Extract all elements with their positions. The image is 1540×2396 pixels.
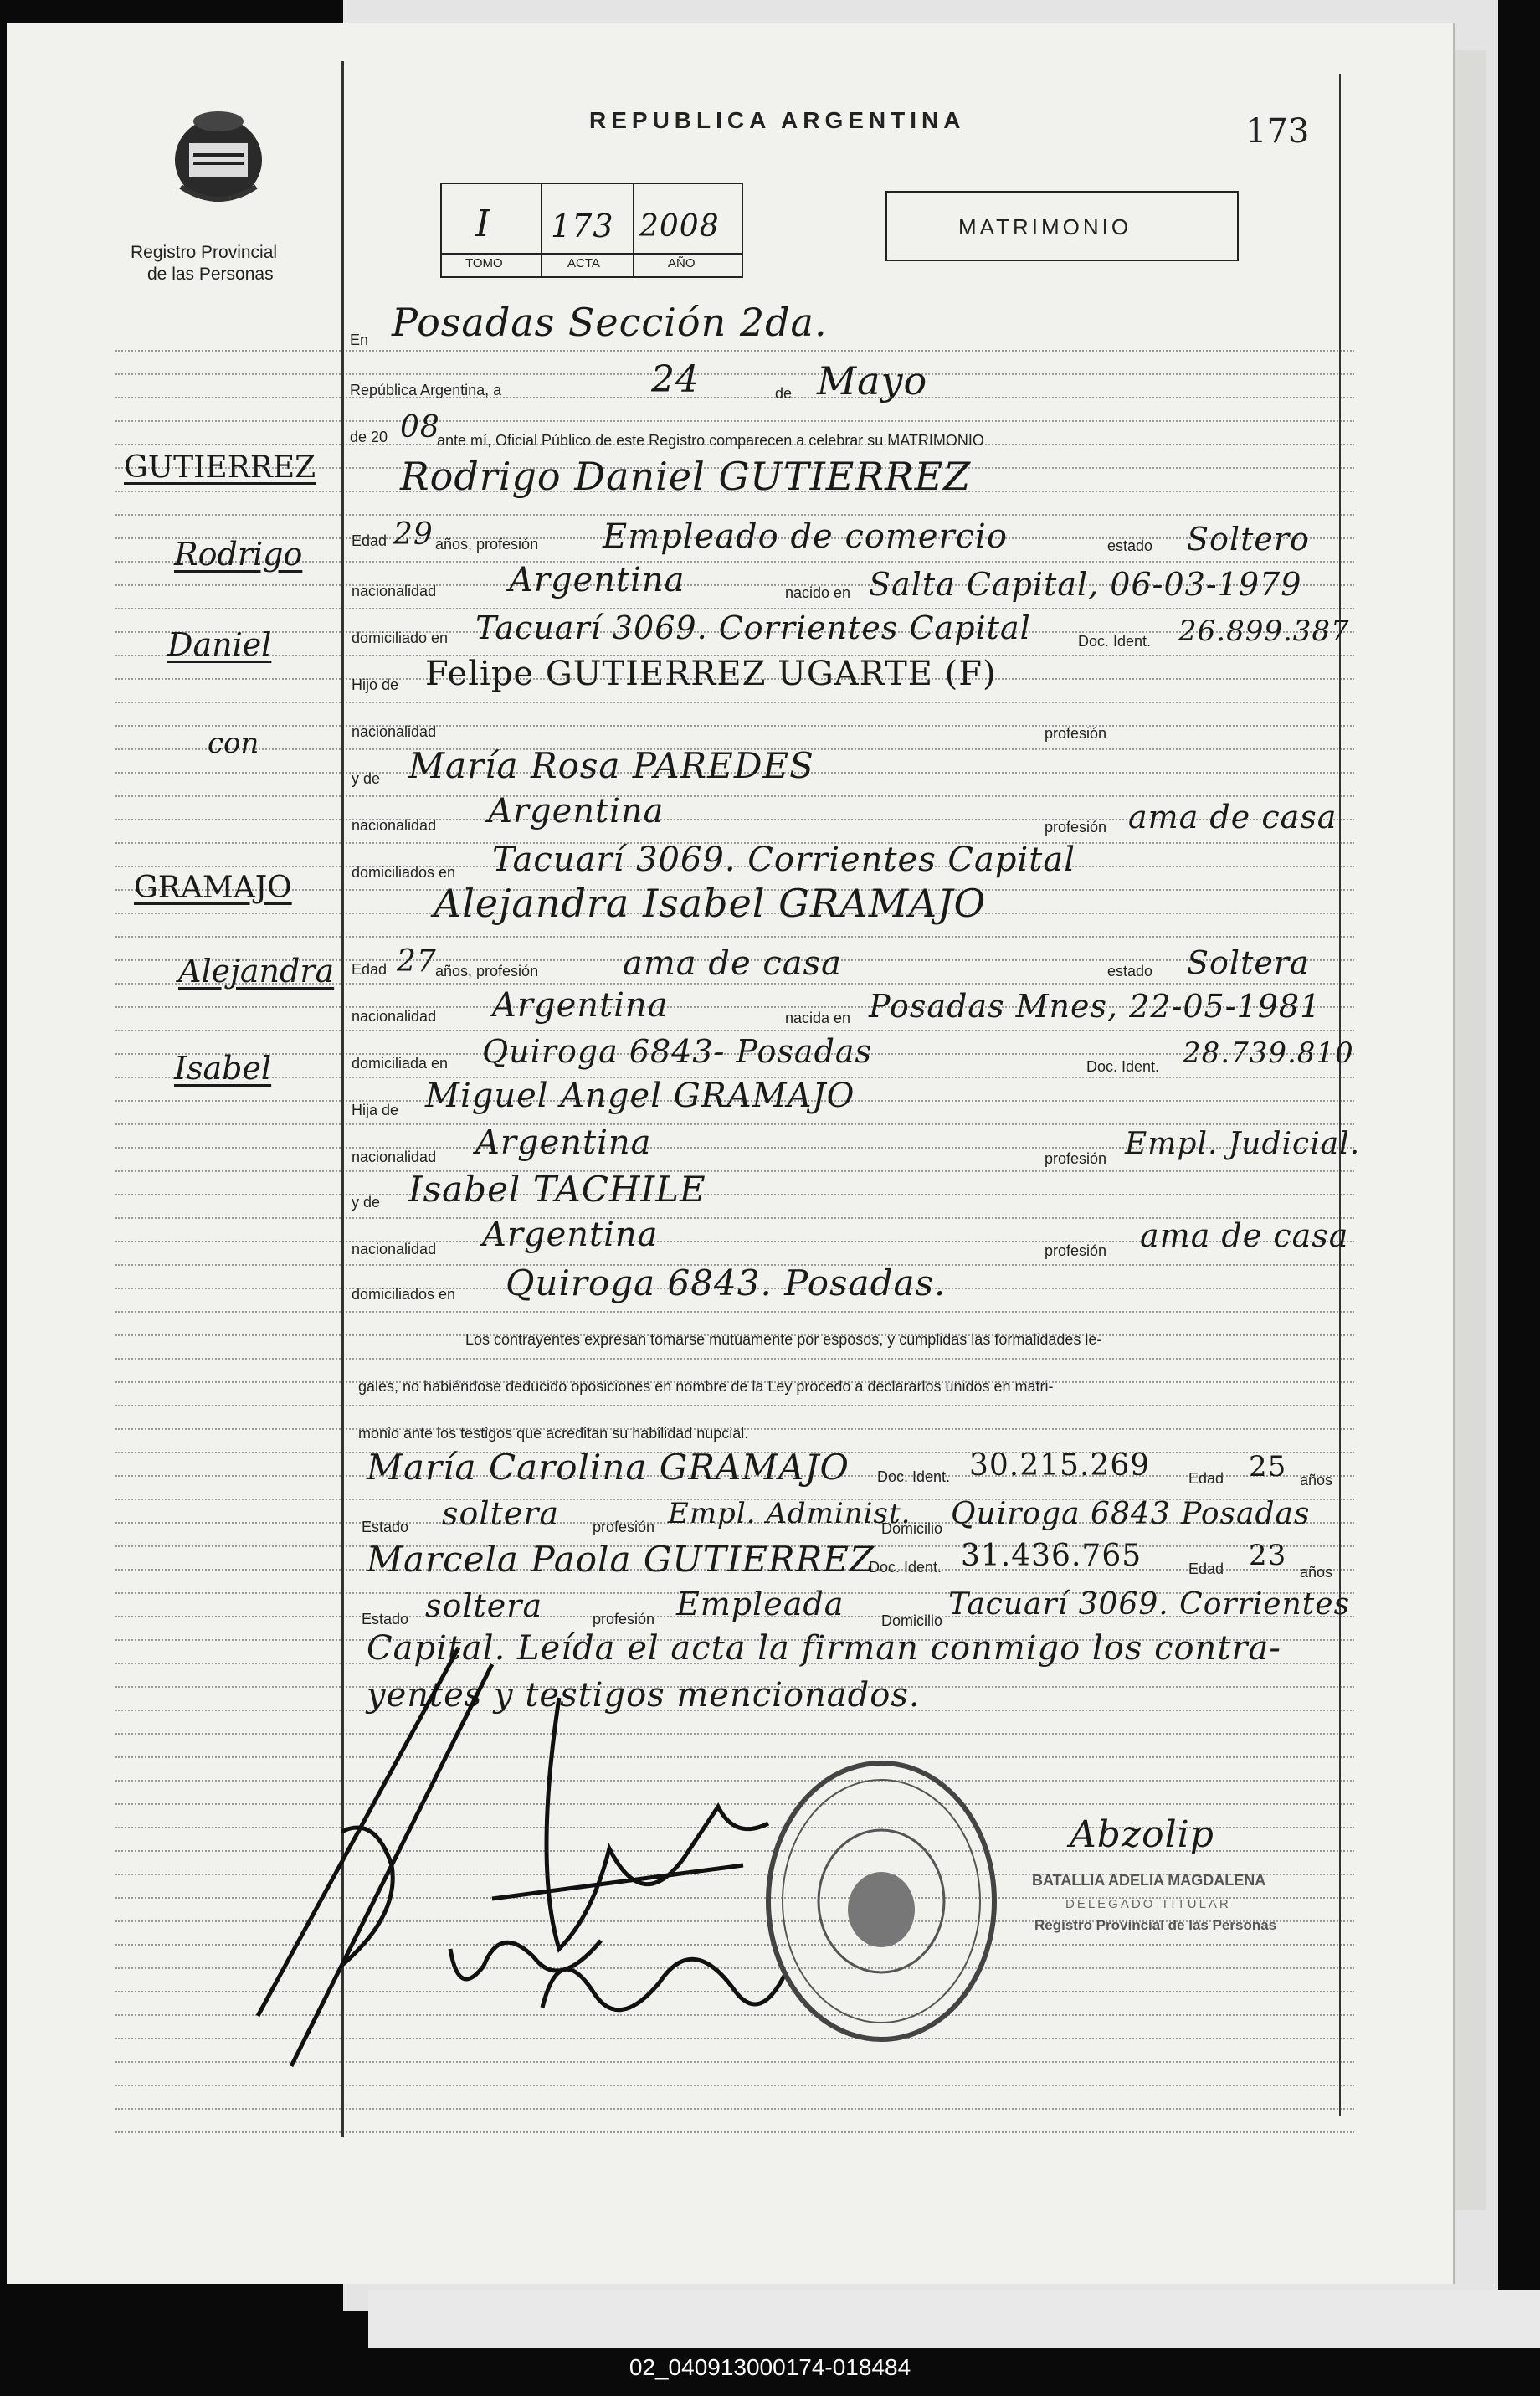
ruled-line: [116, 2108, 1354, 2111]
image-id-caption: 02_040913000174-018484: [629, 2354, 911, 2380]
ruled-line: [116, 1123, 1354, 1126]
bottom-paper-strip: [368, 2290, 1540, 2348]
label-doc-groom: Doc. Ident.: [1078, 633, 1152, 650]
groom-name: Rodrigo Daniel GUTIERREZ: [400, 454, 972, 499]
right-border: [1339, 74, 1341, 2116]
bride-birth: Posadas Mnes, 22-05-1981: [869, 988, 1322, 1025]
page-stack-edge: [1453, 50, 1486, 2210]
witness2-name: Marcela Paola GUTIERREZ: [367, 1539, 875, 1580]
ruled-line: [116, 702, 1354, 704]
bride-mother-nationality: Argentina: [482, 1216, 659, 1254]
registry-name-line2: de las Personas: [147, 265, 274, 284]
label-edad-w1: Edad: [1188, 1470, 1224, 1487]
ruled-line: [116, 514, 1354, 517]
statement-line1: Los contrayentes expresan tomarse mutuamente por esposos, y cumplidas las formalidades le-: [465, 1331, 1102, 1348]
bride-mother-profession: ama de casa: [1140, 1217, 1349, 1254]
label-domiciliados-groom: domiciliados en: [352, 864, 456, 881]
statement-line3: monio ante los testigos que acreditan su habilidad nupcial.: [358, 1425, 749, 1442]
label-nacionalidad-bmother: nacionalidad: [352, 1241, 437, 1257]
label-domiciliados-bride: domiciliados en: [352, 1286, 456, 1303]
label-en: En: [350, 332, 369, 348]
ruled-line: [116, 1030, 1354, 1032]
label-y-de-bride: y de: [352, 1194, 381, 1211]
ruled-line: [116, 397, 1354, 399]
label-profesion-w1: profesión: [593, 1519, 655, 1535]
margin-name-bride-1: Alejandra: [178, 953, 335, 990]
witness1-doc: 30.215.269: [969, 1448, 1151, 1483]
label-estado-groom: estado: [1107, 537, 1153, 554]
signatures-icon: [241, 1614, 827, 2083]
bride-mother: Isabel TACHILE: [408, 1169, 706, 1210]
margin-surname-bride: GRAMAJO: [134, 871, 292, 905]
label-nacionalidad-father: nacionalidad: [352, 723, 437, 740]
label-profesion-bmother: profesión: [1045, 1242, 1107, 1259]
coat-of-arms-icon: [156, 103, 281, 212]
label-domiciliado-groom: domiciliado en: [352, 630, 449, 646]
witness2-profession: Empleada: [676, 1586, 844, 1622]
margin-name-groom-2: Daniel: [167, 626, 272, 663]
margin-surname-groom: GUTIERREZ: [124, 450, 316, 485]
witness2-doc: 31.436.765: [961, 1539, 1142, 1573]
ano-label: AÑO: [668, 256, 696, 270]
bride-father-profession: Empl. Judicial.: [1125, 1127, 1361, 1161]
witness2-age: 23: [1249, 1539, 1287, 1572]
ano-value: 2008: [639, 209, 720, 244]
ruled-line: [116, 2131, 1354, 2134]
label-profesion-bfather: profesión: [1045, 1150, 1107, 1167]
margin-name-bride-2: Isabel: [174, 1050, 272, 1087]
bride-doc: 28.739.810: [1183, 1036, 1354, 1070]
acta-value: 173: [551, 208, 614, 244]
label-y-de-groom: y de: [352, 770, 381, 787]
form-type-box: [886, 191, 1239, 261]
day-value: 24: [651, 358, 700, 401]
bride-parents-address: Quiroga 6843. Posadas.: [506, 1262, 947, 1303]
label-domiciliada-bride: domiciliada en: [352, 1055, 449, 1072]
label-nacionalidad-mother: nacionalidad: [352, 817, 437, 834]
witness1-status: soltera: [442, 1495, 560, 1532]
label-nacionalidad-groom: nacionalidad: [352, 583, 437, 599]
label-domicilio-w2: Domicilio: [881, 1612, 943, 1629]
margin-name-groom-1: Rodrigo: [174, 536, 303, 573]
ruled-line: [116, 2085, 1354, 2087]
groom-address: Tacuarí 3069. Corrientes Capital: [475, 609, 1031, 646]
officer-signature: Abzolip: [1070, 1813, 1214, 1856]
label-anos-w2: años: [1300, 1564, 1333, 1581]
label-doc-w1: Doc. Ident.: [877, 1468, 951, 1485]
ruled-line: [116, 795, 1354, 798]
registry-name-line1: Registro Provincial: [131, 243, 278, 262]
groom-status: Soltero: [1187, 521, 1310, 558]
label-anos-w1: años: [1300, 1472, 1333, 1489]
ruled-line: [116, 350, 1354, 352]
bride-age: 27: [397, 944, 437, 979]
officer-title: DELEGADO TITULAR: [1065, 1897, 1231, 1911]
label-hija-de: Hija de: [352, 1102, 399, 1118]
label-edad-w2: Edad: [1188, 1560, 1224, 1577]
label-de-20: de 20: [350, 429, 388, 445]
bride-status: Soltera: [1187, 944, 1310, 981]
country-title: REPUBLICA ARGENTINA: [589, 107, 966, 133]
groom-age: 29: [393, 517, 434, 552]
label-estado-bride: estado: [1107, 963, 1153, 979]
groom-mother-profession: ama de casa: [1128, 799, 1337, 836]
bride-father-nationality: Argentina: [475, 1123, 652, 1162]
groom-birth: Salta Capital, 06-03-1979: [869, 566, 1302, 603]
bride-profession: ama de casa: [623, 944, 842, 983]
closing-line1: Capital. Leída el acta la firman conmigo los contra-: [367, 1629, 1281, 1668]
groom-doc: 26.899.387: [1178, 614, 1350, 648]
groom-father: Felipe GUTIERREZ UGARTE (F): [425, 655, 997, 693]
label-edad-groom: Edad: [352, 532, 388, 549]
tomo-value: I: [475, 203, 491, 245]
acta-label: ACTA: [567, 256, 600, 270]
witness2-status: soltera: [425, 1587, 543, 1624]
bride-nationality: Argentina: [492, 986, 669, 1025]
witness2-address: Tacuarí 3069. Corrientes: [948, 1587, 1351, 1622]
witness1-age: 25: [1249, 1450, 1287, 1483]
ruled-line: [116, 1194, 1354, 1196]
form-type: MATRIMONIO: [958, 214, 1132, 239]
ruled-line: [116, 1170, 1354, 1173]
certificate-page: [7, 23, 1455, 2284]
label-profesion-w2: profesión: [593, 1611, 655, 1627]
ruled-line: [116, 1311, 1354, 1314]
label-nacido-en: nacido en: [785, 584, 851, 601]
ruled-line: [116, 420, 1354, 423]
label-ante-mi: ante mí, Oficial Público de este Registro comparecen a celebrar su MATRIMONIO: [437, 432, 984, 449]
label-edad-bride: Edad: [352, 961, 388, 978]
ruled-line: [116, 1405, 1354, 1407]
label-de: de: [775, 385, 793, 402]
label-estado-w1: Estado: [362, 1519, 409, 1535]
label-anos-profesion-groom: años, profesión: [435, 536, 539, 553]
ruled-line: [116, 725, 1354, 728]
groom-mother: María Rosa PAREDES: [408, 745, 814, 786]
label-republica: República Argentina, a: [350, 382, 502, 398]
bride-address: Quiroga 6843- Posadas: [482, 1033, 873, 1070]
ruled-line: [116, 936, 1354, 938]
label-nacionalidad-bfather: nacionalidad: [352, 1149, 437, 1165]
groom-profession: Empleado de comercio: [603, 517, 1008, 556]
groom-mother-nationality: Argentina: [488, 792, 665, 830]
bride-father: Miguel Angel GRAMAJO: [425, 1077, 855, 1115]
label-anos-profesion-bride: años, profesión: [435, 963, 539, 979]
witness1-address: Quiroga 6843 Posadas: [951, 1497, 1311, 1531]
label-nacionalidad-bride: nacionalidad: [352, 1008, 437, 1025]
closing-line2: yentes y testigos mencionados.: [367, 1676, 921, 1715]
year-suffix: 08: [400, 410, 440, 445]
label-profesion-father: profesión: [1045, 725, 1107, 742]
label-hijo-de: Hijo de: [352, 676, 399, 693]
tomo-label: TOMO: [465, 256, 503, 270]
ruled-line: [116, 373, 1354, 376]
label-nacida-en: nacida en: [785, 1010, 851, 1026]
label-estado-w2: Estado: [362, 1611, 409, 1627]
bride-name: Alejandra Isabel GRAMAJO: [434, 881, 987, 926]
label-doc-w2: Doc. Ident.: [869, 1559, 942, 1576]
label-domicilio-w1: Domicilio: [881, 1520, 943, 1537]
witness1-name: María Carolina GRAMAJO: [367, 1447, 850, 1488]
place-value: Posadas Sección 2da.: [392, 300, 828, 345]
groom-nationality: Argentina: [509, 561, 685, 599]
page-number: 173: [1245, 112, 1310, 151]
record-number-box: [440, 183, 743, 278]
officer-registry: Registro Provincial de las Personas: [1034, 1917, 1277, 1933]
groom-parents-address: Tacuarí 3069. Corrientes Capital: [492, 841, 1075, 879]
official-seal-icon: [760, 1755, 1003, 2048]
statement-line2: gales, no habiéndose deducido oposiciones en nombre de la Ley procedo a declararlos unidos en matri-: [358, 1378, 1054, 1395]
ruled-line: [116, 1358, 1354, 1360]
label-profesion-mother: profesión: [1045, 819, 1107, 836]
month-value: Mayo: [817, 358, 928, 404]
officer-name: BATALLIA ADELIA MAGDALENA: [1032, 1872, 1266, 1889]
label-doc-bride: Doc. Ident.: [1086, 1058, 1160, 1075]
witness1-profession: Empl. Administ.: [668, 1497, 911, 1530]
margin-con: con: [208, 727, 259, 760]
